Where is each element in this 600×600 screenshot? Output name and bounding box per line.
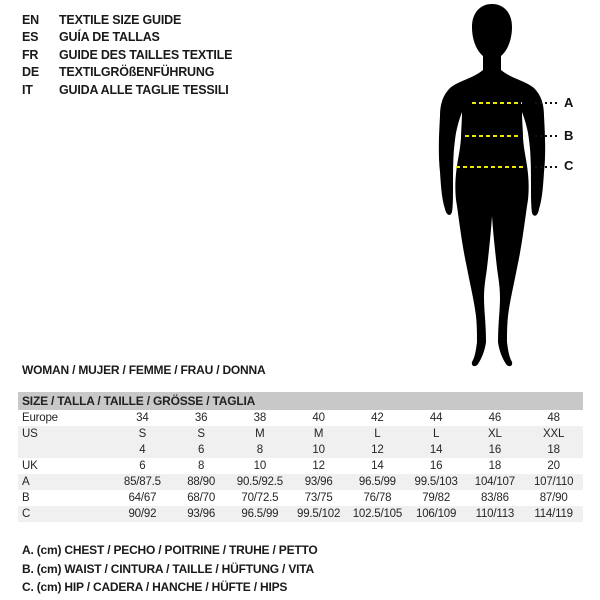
lang-text: TEXTILGRÖßENFÜHRUNG — [59, 65, 215, 80]
lang-text: GUIDA ALLE TAGLIE TESSILI — [59, 82, 229, 97]
cell: 76/78 — [363, 492, 392, 504]
cell: 102.5/105 — [348, 506, 407, 522]
lang-code: EN — [22, 13, 39, 27]
cell: 79/82 — [422, 492, 451, 504]
table-row-hip — [18, 506, 583, 522]
row-label: A — [18, 474, 113, 490]
woman-silhouette-figure — [420, 0, 600, 380]
cell: 106/109 — [407, 506, 466, 522]
measure-label-a: A — [564, 95, 574, 110]
cell: 90/92 — [113, 506, 172, 522]
cell: 18 — [488, 460, 502, 472]
lang-code: ES — [22, 30, 39, 45]
cell: 44 — [429, 412, 443, 424]
table-header-label: SIZE / TALLA / TAILLE / GRÖSSE / TAGLIA — [18, 392, 583, 410]
cell: 34 — [136, 412, 149, 424]
cell: 12 — [312, 460, 325, 472]
cell: 88/90 — [172, 474, 231, 490]
cell: 16 — [466, 442, 525, 458]
cell: 6 — [172, 442, 231, 458]
cell: L — [407, 426, 466, 442]
cell: 16 — [429, 460, 443, 472]
woman-silhouette-svg — [420, 0, 600, 380]
cell: 40 — [312, 412, 325, 424]
woman-silhouette-shape — [439, 4, 545, 366]
cell: 20 — [547, 460, 560, 472]
cell: 42 — [371, 412, 384, 424]
cell: 10 — [253, 460, 267, 472]
row-label: B — [22, 492, 30, 504]
table-row-waist — [18, 490, 583, 506]
table-row-chest — [18, 474, 583, 490]
cell: 73/75 — [304, 492, 333, 504]
measurement-notes — [22, 541, 318, 597]
cell: 99.5/103 — [407, 474, 466, 490]
lang-row-en — [22, 12, 232, 29]
cell: 99.5/102 — [289, 506, 348, 522]
cell: 18 — [524, 442, 583, 458]
cell: 4 — [113, 442, 172, 458]
cell: 68/70 — [187, 492, 216, 504]
language-title-block — [22, 12, 232, 99]
cell: 107/110 — [524, 474, 583, 490]
cell: XL — [466, 426, 525, 442]
cell: 8 — [231, 442, 290, 458]
cell: 83/86 — [480, 492, 509, 504]
cell: M — [289, 426, 348, 442]
row-label — [18, 442, 113, 458]
lang-row-es — [22, 29, 232, 46]
cell: 70/72.5 — [241, 492, 279, 504]
note-hip: C. (cm) HIP / CADERA / HANCHE / HÜFTE / HIPS — [22, 580, 288, 595]
row-label: US — [18, 426, 113, 442]
lang-text: TEXTILE SIZE GUIDE — [59, 13, 182, 27]
cell: S — [172, 426, 231, 442]
cell: 36 — [194, 412, 208, 424]
cell: 14 — [407, 442, 466, 458]
cell: 6 — [139, 460, 146, 472]
cell: L — [348, 426, 407, 442]
measure-label-b: B — [564, 128, 574, 143]
table-row-us — [18, 426, 583, 442]
section-title: WOMAN / MUJER / FEMME / FRAU / DONNA — [22, 363, 266, 377]
table-row-us-numeric — [18, 442, 583, 458]
cell: XXL — [524, 426, 583, 442]
note-waist: B. (cm) WAIST / CINTURA / TAILLE / HÜFTUNG / VITA — [22, 561, 314, 576]
cell: 90.5/92.5 — [231, 474, 290, 490]
lang-row-fr — [22, 47, 232, 64]
cell: 114/119 — [524, 506, 583, 522]
cell: 64/67 — [128, 492, 157, 504]
lang-row-it — [22, 82, 232, 99]
cell: 87/90 — [539, 492, 568, 504]
cell: 85/87.5 — [113, 474, 172, 490]
cell: S — [113, 426, 172, 442]
lang-code: FR — [22, 47, 39, 62]
cell: 96.5/99 — [231, 506, 290, 522]
cell: 10 — [289, 442, 348, 458]
row-label: UK — [22, 460, 38, 472]
lang-code: DE — [22, 65, 39, 80]
row-label: Europe — [22, 412, 58, 424]
cell: 93/96 — [172, 506, 231, 522]
cell: 93/96 — [289, 474, 348, 490]
lang-text: GUÍA DE TALLAS — [59, 30, 160, 45]
table-row-europe — [18, 410, 583, 426]
lang-code: IT — [22, 82, 33, 97]
table-header-row — [18, 392, 583, 410]
cell: 38 — [253, 412, 267, 424]
cell: 14 — [371, 460, 384, 472]
lang-text: GUIDE DES TAILLES TEXTILE — [59, 47, 233, 62]
table-row-uk — [18, 458, 583, 474]
cell: 46 — [488, 412, 502, 424]
cell: 110/113 — [466, 506, 525, 522]
cell: 48 — [547, 412, 560, 424]
size-table — [18, 392, 583, 522]
row-label: C — [18, 506, 113, 522]
cell: 104/107 — [466, 474, 525, 490]
note-chest: A. (cm) CHEST / PECHO / POITRINE / TRUHE / PETTO — [22, 543, 318, 557]
measure-label-c: C — [564, 158, 574, 173]
cell: 8 — [198, 460, 205, 472]
cell: 12 — [348, 442, 407, 458]
cell: 96.5/99 — [348, 474, 407, 490]
cell: M — [231, 426, 290, 442]
lang-row-de — [22, 64, 232, 81]
